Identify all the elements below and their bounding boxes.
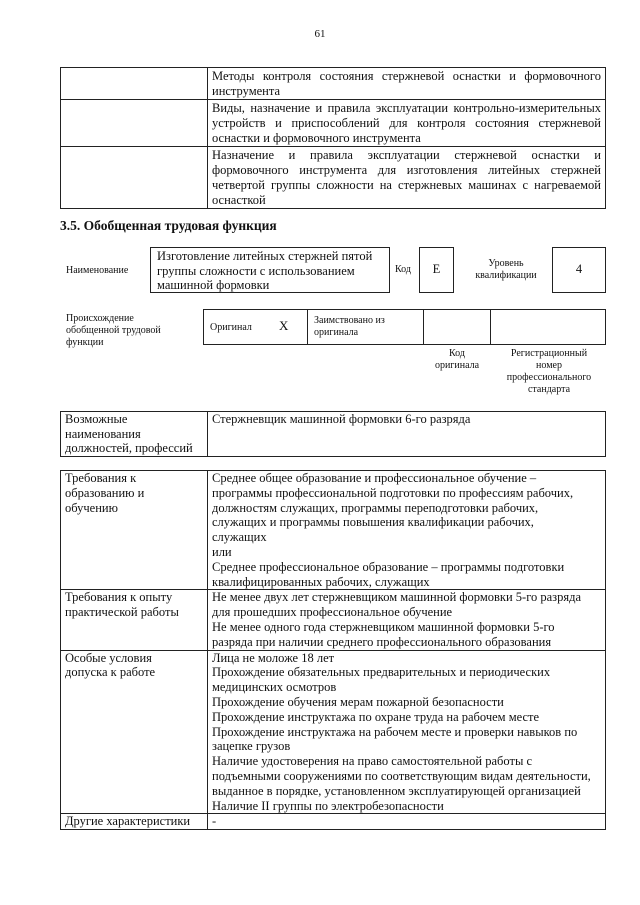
education-value: Среднее общее образование и профессиональное обучение – программы профессиональной подготовки по профессиям рабочих, должностям служащих, программы переподготовки рабочих, служащих и программы повышения квалификации рабочих, служащих или Среднее профессиональное образование – программы подготовки квалифицированных рабочих, служащих (208, 471, 606, 590)
table-row (61, 68, 606, 100)
other-characteristics-label: Другие характеристики (61, 814, 208, 830)
borrowed-label: Заимствовано из оригинала (314, 315, 385, 338)
divider (490, 309, 491, 345)
code-value: E (432, 262, 441, 276)
empty-cell (61, 147, 208, 209)
table-row (61, 590, 606, 650)
qualification-level-label: Уровень квалификации (475, 258, 537, 281)
table-row (61, 650, 606, 814)
conditions-value: Лица не моложе 18 лет Прохождение обязательных предварительных и периодических медицинских осмотров Прохождение обучения мерам пожарной безопасности Прохождение инструктажа по охране труда на рабочем месте Прохождение инструктажа на рабочем месте и проверки навыков по зацепке грузов Наличие удостоверения на право самостоятельной работы с подъемными сооружениями по соответствующим видам деятельности, выданное в порядке, установленном эксплуатирующей организацией Наличие II группы по электробезопасности (208, 650, 606, 814)
top-table (60, 67, 606, 209)
table-row (61, 100, 606, 147)
code-label: Код (395, 264, 411, 275)
requirements-table (60, 470, 606, 830)
divider (423, 309, 424, 345)
empty-cell (61, 68, 208, 100)
original-mark: X (279, 318, 289, 333)
code-value-box (419, 247, 454, 293)
origin-label: Происхождение обобщенной трудовой функции (66, 313, 161, 348)
conditions-label: Особые условия допуска к работе (61, 650, 208, 814)
name-label: Наименование (66, 265, 129, 276)
page-number: 61 (314, 28, 326, 40)
table-cell: Виды, назначение и правила эксплуатации контрольно-измерительных устройств и приспособлений для контроля состояния стержневой оснастки и формовочного инструмента (208, 100, 606, 147)
positions-label: Возможные наименования должностей, профессий (61, 412, 208, 457)
education-label: Требования к образованию и обучению (61, 471, 208, 590)
qualification-level-value: 4 (575, 262, 583, 276)
experience-label: Требования к опыту практической работы (61, 590, 208, 650)
code-original-caption: Код оригинала (434, 348, 480, 371)
original-label: Оригинал (210, 322, 252, 333)
positions-value: Стержневщик машинной формовки 6-го разряда (208, 412, 606, 457)
table-row (61, 147, 606, 209)
empty-cell (61, 100, 208, 147)
experience-value: Не менее двух лет стержневщиком машинной формовки 5-го разряда для прошедших профессиональное обучение Не менее одного года стержневщиком машинной формовки 5-го разряда при наличии среднего профессионального образования (208, 590, 606, 650)
origin-cells (203, 309, 606, 345)
table-row (61, 412, 606, 457)
table-row (61, 471, 606, 590)
table-cell: Методы контроля состояния стержневой оснастки и формовочного инструмента (208, 68, 606, 100)
table-row (61, 814, 606, 830)
table-cell: Назначение и правила эксплуатации стержневой оснастки и формовочного инструмента для изготовления литейных стержней четвертой группы сложности на стержневых машинах с нагреваемой оснасткой (208, 147, 606, 209)
other-characteristics-value: - (208, 814, 606, 830)
positions-table (60, 411, 606, 457)
qualification-level-box (552, 247, 606, 293)
registration-number-caption: Регистрационный номер профессионального стандарта (506, 348, 592, 395)
divider (307, 309, 308, 345)
section-heading: 3.5. Обобщенная трудовая функция (60, 218, 277, 233)
function-name-box: Изготовление литейных стержней пятой группы сложности с использованием машинной формовки (150, 247, 390, 293)
